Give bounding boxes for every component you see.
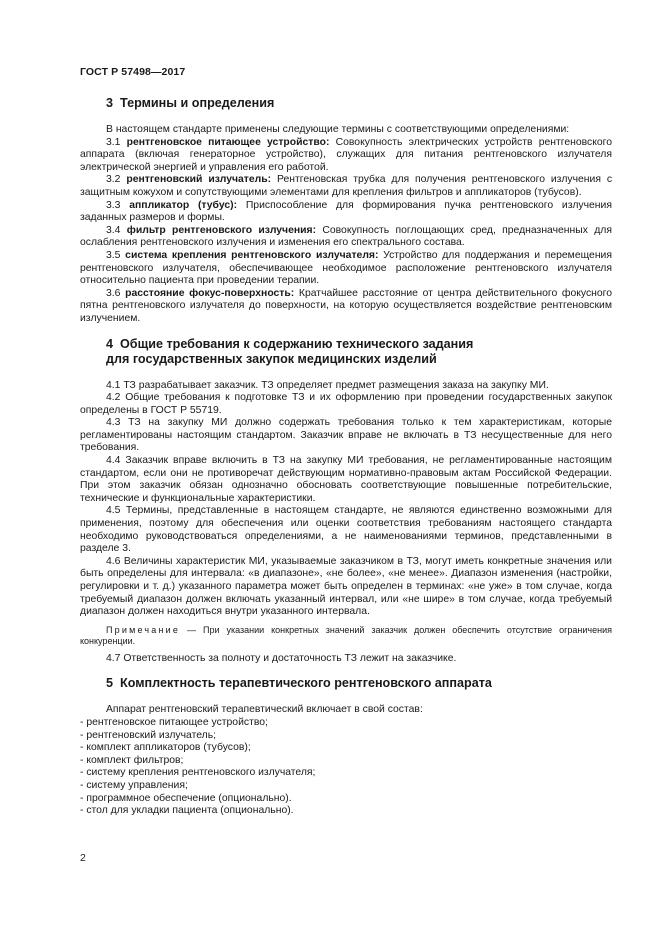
list-item: - программное обеспечение (опционально). [80,792,292,804]
paragraph-4-4: 4.4 Заказчик вправе включить в ТЗ на закупку МИ требования, не регламентированные настоящим стандартом, если они не противоречат действующим нормативно-правовым актам Российской Федерации. При этом заказчик обязан однозначно обосновать соответствующие повышенные потребительские, технические и функциональные характеристики. [80,455,612,504]
section-3-heading: 3 Термины и определения [106,96,275,110]
term-3-4: 3.4 фильтр рентгеновского излучения: Совокупность поглощающих сред, предназначенных для ослабления рентгеновского излучения и изменения его спектрального состава. [80,224,612,249]
document-body [80,96,612,818]
note-text: — При указании конкретных значений заказчик должен обеспечить отсутствие ограничения конкуренции. [80,624,612,647]
section-4-heading: 4 Общие требования к содержанию технического задания для государственных закупок медицинских изделий [106,336,474,366]
equipment-list [80,717,612,818]
list-item: - систему крепления рентгеновского излучателя; [80,767,316,779]
list-item: - комплект аппликаторов (тубусов); [80,742,251,754]
paragraph-4-3: 4.3 ТЗ на закупку МИ должно содержать требования только к тем характеристикам, которые регламентированы настоящим стандартом. Заказчик вправе не включать в ТЗ несущественные для него требования. [80,417,612,454]
list-item: - рентгеновское питающее устройство; [80,716,268,728]
term-3-1: 3.1 рентгеновское питающее устройство: Совокупность электрических устройств рентгеновского аппарата (включая генераторное устройство), служащих для питания рентгеновского излучателя электрической энергией и управления его работой. [80,136,613,173]
note-label: Примечание [106,624,181,635]
list-item: - рентгеновский излучатель; [80,729,217,741]
page-number: 2 [80,852,86,864]
term-3-5: 3.5 система крепления рентгеновского излучателя: Устройство для поддержания и перемещения рентгеновского излучателя, обеспечивающее необходимое расположение рентгеновского излучателя относительно пациента при проведении терапии. [80,249,612,287]
section-3-intro: В настоящем стандарте применены следующие термины с соответствующими определениями: [106,124,570,135]
standard-header: ГОСТ Р 57498—2017 [80,66,186,78]
paragraph-4-7: 4.7 Ответственность за полноту и достаточность ТЗ лежит на заказчике. [106,652,457,664]
term-3-3: 3.3 аппликатор (тубус): Приспособление для формирования пучка рентгеновского излучения заданных размеров и формы. [80,199,612,224]
paragraph-4-1: 4.1 ТЗ разрабатывает заказчик. ТЗ определяет предмет размещения заказа на закупку МИ. [106,379,549,391]
paragraph-4-6: 4.6 Величины характеристик МИ, указываемые заказчиком в ТЗ, могут иметь конкретные значения или быть определены для интервала: «в диапазоне», «не более», «не менее». Диапазон изменения (настройки, регулировки и т. д.) указанного параметра может быть определен в терминах: «не уже» в том случае, когда требуемый диапазон должен включать указанный интервал, или «не шире» в том случае, когда требуемый диапазон должен находиться внутри указанного интервала. [80,555,612,618]
term-3-2: 3.2 рентгеновский излучатель: Рентгеновская трубка для получения рентгеновского излучения с защитным кожухом и сопутствующими элементами для крепления фильтров и аппликаторов (тубусов). [80,174,613,198]
note [80,625,612,648]
section-5-intro: Аппарат рентгеновский терапевтический включает в свой состав: [106,704,423,716]
list-item: - систему управления; [80,779,188,791]
section-5-heading: 5 Комплектность терапевтического рентгеновского аппарата [106,676,492,691]
term-3-6: 3.6 расстояние фокус-поверхность: Кратчайшее расстояние от центра действительного фокусного пятна рентгеновского излучателя до поверхности, на которую осуществляется воздействие рентгеновским излучением. [80,287,613,324]
paragraph-4-5: 4.5 Термины, представленные в настоящем стандарте, не являются единственно возможными для применения, поэтому для обеспечения или оценки соответствия требованиям настоящего стандарта необходимо руководствоваться определениями, а не наименованиями терминов, представленными в разделе 3. [80,505,612,555]
paragraph-4-2: 4.2 Общие требования к подготовке ТЗ и их оформлению при проведении государственных закупок определены в ГОСТ Р 55719. [80,392,612,416]
list-item: - стол для укладки пациента (опционально). [80,805,294,817]
list-item: - комплект фильтров; [80,754,184,766]
